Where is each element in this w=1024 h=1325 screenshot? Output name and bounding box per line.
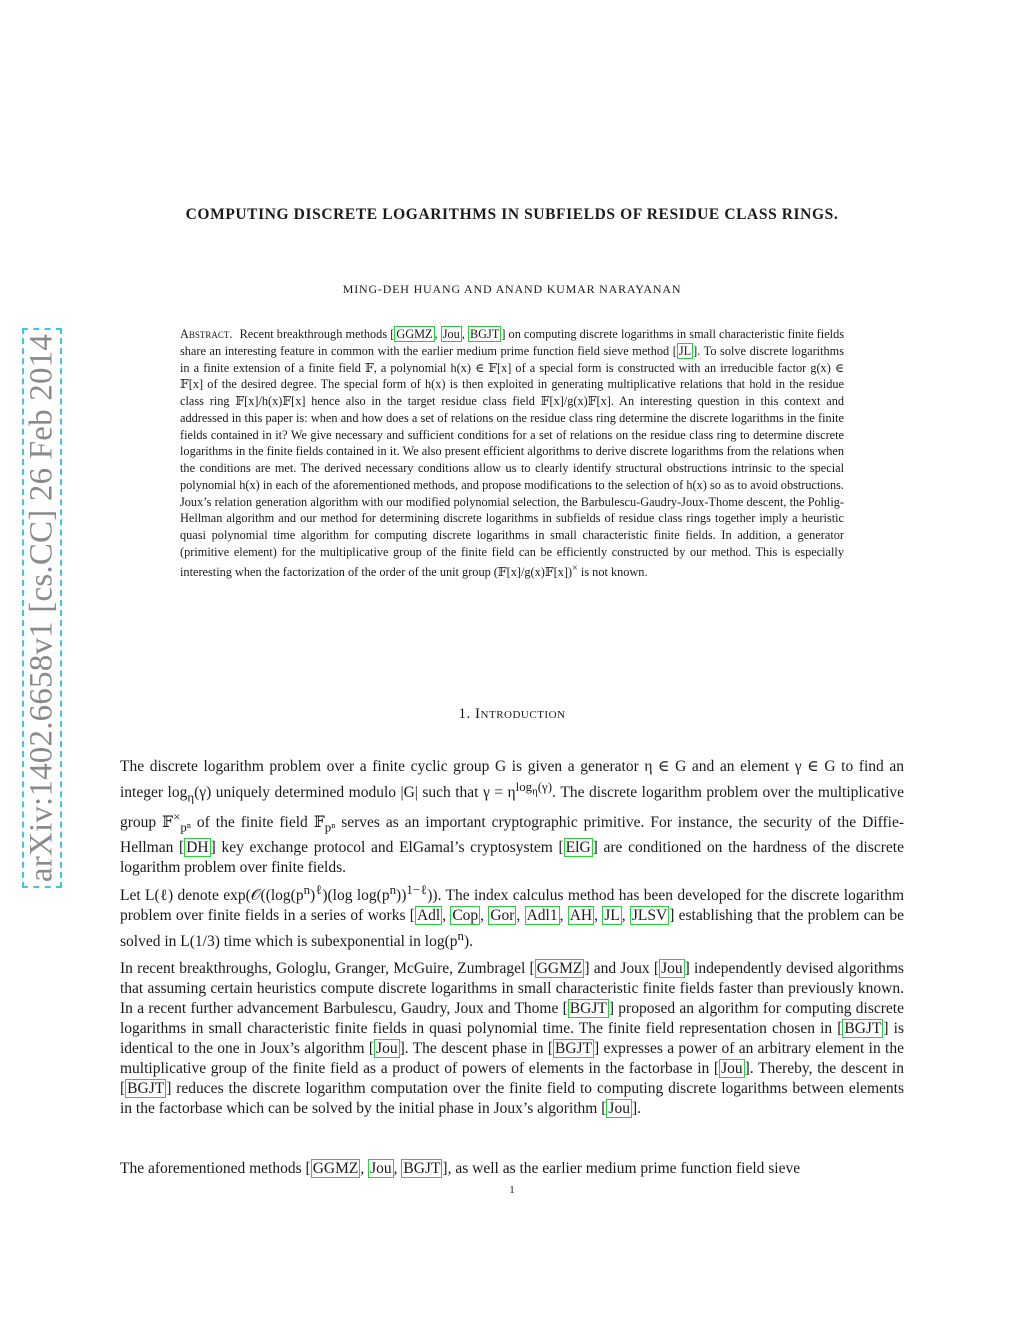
abstract-text: . To solve discrete logarithms in a finite extension of a finite field 𝔽, a polynomial h(x) ∈ 𝔽[x] of a special form is constructed with an irreducible factor g(x) ∈ 𝔽[x] of the desired degree. The special form of h(x) is then exploited in generating multiplicative relations that hold in the residue class ring 𝔽[x]/h(x)𝔽[x] hence also in the target residue class field 𝔽[x]/g(x)𝔽[x]. An interesting question in this context and addressed in this paper is: when and how does a set of relations on the residue class ring determine the discrete logarithms in the finite fields contained in it? We give necessary and sufficient conditions for a set of relations on the residue class ring to determine discrete logarithms in the finite fields contained in it. We also present efficient algorithms to derive discrete logarithms from the relations when the conditions are met. The derived necessary conditions allow us to clearly identify structural obstructions intrinsic to the special polynomial h(x) in each of the aforementioned methods, and propose modifications to the selection of h(x) so as to avoid obstructions. Joux’s relation generation algorithm with our modified polynomial selection, the Barbulescu-Gaudry-Joux-Thome descent, the Pohlig-Hellman algorithm and our method for determining discrete logarithms in subfields of residue class rings together imply a heuristic quasi polynomial time algorithm for computing discrete logarithms in small characteristic finite fields. In addition, a generator (primitive element) for the multiplicative group of the finite field can be efficiently constructed by our method. This is especially interesting when the factorization of the order of the unit group (𝔽[x]/g(x)𝔽[x]) [180,343,844,579]
math-sup-text: (γ) [537,779,553,794]
math-sup: n [303,882,311,897]
cite-jou[interactable]: Jou [376,1040,398,1057]
math-sup: n [457,928,464,944]
math-sub: η [187,789,195,805]
cite-ggmz[interactable]: GGMZ [536,960,583,977]
math-sup: ℓ [315,882,323,897]
para-text: serves as an important cryptographic primitive. For instance, the security of the Diffie-Hellman [120,814,905,856]
cite-jou[interactable]: Jou [608,1100,630,1117]
abstract-label: Abstract. [180,327,233,341]
cite-bgjt[interactable]: BGJT [569,1000,607,1017]
math-sub: η [532,785,538,798]
abstract: Abstract. Recent breakthrough methods [ GGMZ , Jou , BGJT ] on computing discrete logarithms in small characteristic finite fields share an interesting feature in common with the earlier medium prime function field sieve method [ JL ]. To solve discrete logarithms in a finite extension of a finite field 𝔽, a polynomial h(x) ∈ 𝔽[x] of a special form is constructed with an irreducible factor g(x) ∈ 𝔽[x] of the desired degree. The special form of h(x) is then exploited in generating multiplicative relations that hold in the residue class ring 𝔽[x]/h(x)𝔽[x] hence also in the target residue class field 𝔽[x]/g(x)𝔽[x]. An interesting question in this context and addressed in this paper is: when and how does a set of relations on the residue class ring determine the discrete logarithms in the finite fields contained in it? We give necessary and sufficient conditions for a set of relations on the residue class ring to determine discrete logarithms in the finite fields contained in it. We also present efficient algorithms to derive discrete logarithms from the relations when the conditions are met. The derived necessary conditions allow us to clearly identify structural obstructions intrinsic to the special polynomial h(x) in each of the aforementioned methods, and propose modifications to the selection of h(x) so as to avoid obstructions. Joux’s relation generation algorithm with our modified polynomial selection, the Barbulescu-Gaudry-Joux-Thome descent, the Pohlig-Hellman algorithm and our method for determining discrete logarithms in subfields of residue class rings together imply a heuristic quasi polynomial time algorithm for computing discrete logarithms in small characteristic finite fields. In addition, a generator (primitive element) for the multiplicative group of the finite field can be efficiently constructed by our method. This is especially interesting when the factorization of the order of the unit group (𝔽[x]/g(x)𝔽[x])× is not known. [180,327,844,579]
section-title: Introduction [475,706,566,722]
para-text: independently devised algorithms that assuming certain heuristics compute discrete logarithms in small characteristic finite fields faster than previously known. In a recent further advancement Barbulescu, Gaudry, Joux and Thome [120,960,904,1017]
cite-jlsv[interactable]: JLSV [631,907,668,925]
para-text: expresses a power of an arbitrary element in the multiplicative group of the finite field as a product of powers of elements in the factorbase in [120,1040,904,1077]
math-sup-text: log [515,779,533,794]
cite-gor[interactable]: Gor [490,907,515,925]
para-text: ) [310,887,316,905]
math-sup: n [389,882,397,897]
para-text: . The descent phase in [404,1040,544,1057]
cite-jou[interactable]: Jou [442,327,460,341]
para-text: proposed an algorithm for computing discrete logarithms in small characteristic finite fields in quasi polynomial time. The finite field representation chosen in [120,1000,904,1037]
arxiv-stamp [22,328,62,888]
math-sub: pⁿ [324,819,336,835]
math-sup [515,779,553,798]
para-text: of the finite field 𝔽 [196,814,325,832]
para-text: are conditioned on the hardness of the discrete logarithm problem over finite fields. [120,838,904,876]
para-text: key exchange protocol and ElGamal’s cryptosystem [221,838,553,856]
para-text: ). [463,933,474,951]
page-number: 1 [509,1184,515,1196]
paper-title: COMPUTING DISCRETE LOGARITHMS IN SUBFIELDS OF RESIDUE CLASS RINGS. [185,206,839,223]
cite-ah[interactable]: AH [569,907,593,925]
para-text: The aforementioned methods [120,1160,302,1177]
math-sub: pⁿ [180,819,191,835]
arxiv-id: arXiv:1402.6658v1 [cs.CC] 26 Feb 2014 [23,333,60,883]
abstract-text: on computing discrete logarithms in small characteristic finite fields share an interesting feature in common with the earlier medium prime function field sieve method [180,327,844,358]
para-text: reduces the discrete logarithm computation over the finite field to computing discrete logarithms between elements in the factorbase which can be solved by the initial phase in Joux’s algorithm [120,1080,904,1117]
cite-jou[interactable]: Jou [721,1060,743,1077]
intro-paragraph-2: Let L(ℓ) denote $\exp(𝒪((\log(p^n)^\ell)(\log$ $\log(p^n))^{1-\ell}$)). The index calculus method has been developed for the discrete logarithm problem over finite fields in a series of works [ Adl , Cop , Gor , Adl1 , AH , JL , JLSV ] establishing that the problem can be solved in L(1/3) time which is subexponential in $\log(p^n)$. [120,882,904,951]
cite-cop[interactable]: Cop [452,907,479,925]
para-text: . The discrete logarithm problem over the multiplicative group 𝔽 [120,784,905,832]
cite-bgjt[interactable]: BGJT [469,327,500,341]
para-text: In recent breakthroughs, Gologlu, Granger, McGuire, Zumbragel [120,960,526,977]
para-text: . [637,1100,642,1117]
abstract-text: Recent breakthrough methods [239,327,388,341]
intro-paragraph-3: In recent breakthroughs, Gologlu, Granger, McGuire, Zumbragel [ GGMZ ] and Joux [ Jou ] independently devised algorithms that assuming certain heuristics compute discrete logarithms in small characteristic finite fields faster than previously known. In a recent further advancement Barbulescu, Gaudry, Joux and Thome [ BGJT ] proposed an algorithm for computing discrete logarithms in small characteristic finite fields in quasi polynomial time. The finite field representation chosen in [ BGJT ] is identical to the one in Joux’s algorithm [ Jou ]. The descent phase in [ BGJT ] expresses a power of an arbitrary element in the multiplicative group of the finite field as a product of powers of elements in the factorbase in [ Jou ]. Thereby, the descent in [ BGJT ] reduces the discrete logarithm computation over the finite field to computing discrete logarithms between elements in the factorbase which can be solved by the initial phase in Joux’s algorithm [ Jou ]. [120,960,904,1117]
cite-bgjt[interactable]: BGJT [555,1040,593,1057]
paper-authors: MING-DEH HUANG AND ANAND KUMAR NARAYANAN [342,282,682,296]
para-text: The discrete logarithm problem over a finite cyclic group G is given a generator η ∈ G and an element γ ∈ G to find an integer log [120,758,904,802]
intro-paragraph-4: The aforementioned methods [ GGMZ , Jou , BGJT ], as well as the earlier medium prime function field sieve [120,1160,801,1177]
math-sup: 1−ℓ [406,882,428,897]
math-sup: × [173,809,181,825]
intro-paragraph-1: The discrete logarithm problem over a finite cyclic group G is given a generator η ∈ G and an element γ ∈ G to find an integer $\log_\eta(\gamma)$ uniquely determined modulo |G| such that $\gamma = \eta^{log_\eta(\gamma)}$. The discrete logarithm problem over the multiplicative group 𝔽×$_{p^n}$ of the finite field 𝔽$_{p^n}$ serves as an important cryptographic primitive. For instance, the security of the Diffie-Hellman [ DH ] key exchange protocol and ElGamal’s cryptosystem [ ElG ] are conditioned on the hardness of the discrete logarithm problem over finite fields. [120,758,905,876]
math-sup: × [572,562,578,574]
para-text: establishing that the problem can be solved in L(1/3) time which is subexponential in log(p [120,907,904,951]
para-text: (γ) uniquely determined modulo |G| such that γ = η [194,784,516,802]
para-text: Let L(ℓ) denote exp(𝒪((log(p [120,887,304,905]
cite-adl[interactable]: Adl [416,907,441,925]
para-text: . Thereby, the descent in [749,1060,904,1077]
cite-bgjt[interactable]: BGJT [127,1080,165,1097]
cite-dh[interactable]: DH [186,838,209,856]
cite-jl[interactable]: JL [678,343,692,358]
cite-elg[interactable]: ElG [565,838,591,856]
para-text: )) [396,887,407,905]
cite-ggmz[interactable]: GGMZ [396,327,433,341]
cite-ggmz[interactable]: GGMZ [312,1160,359,1177]
para-text: and Joux [593,960,650,977]
abstract-text: is not known. [580,564,648,579]
cite-bgjt[interactable]: BGJT [844,1020,882,1037]
para-text: , as well as the earlier medium prime function field sieve [447,1160,801,1177]
cite-bgjt[interactable]: BGJT [403,1160,441,1177]
para-text: )(log log(p [322,887,390,905]
para-text: is identical to the one in Joux’s algorithm [120,1020,904,1057]
para-text: )). The index calculus method has been developed for the discrete logarithm problem over finite fields in a series of works [120,887,904,925]
section-heading [120,706,904,723]
cite-jou[interactable]: Jou [370,1160,392,1177]
section-number: 1. [458,706,471,722]
cite-jl[interactable]: JL [604,907,620,925]
cite-adl1[interactable]: Adl1 [526,907,558,925]
cite-jou[interactable]: Jou [661,960,683,977]
